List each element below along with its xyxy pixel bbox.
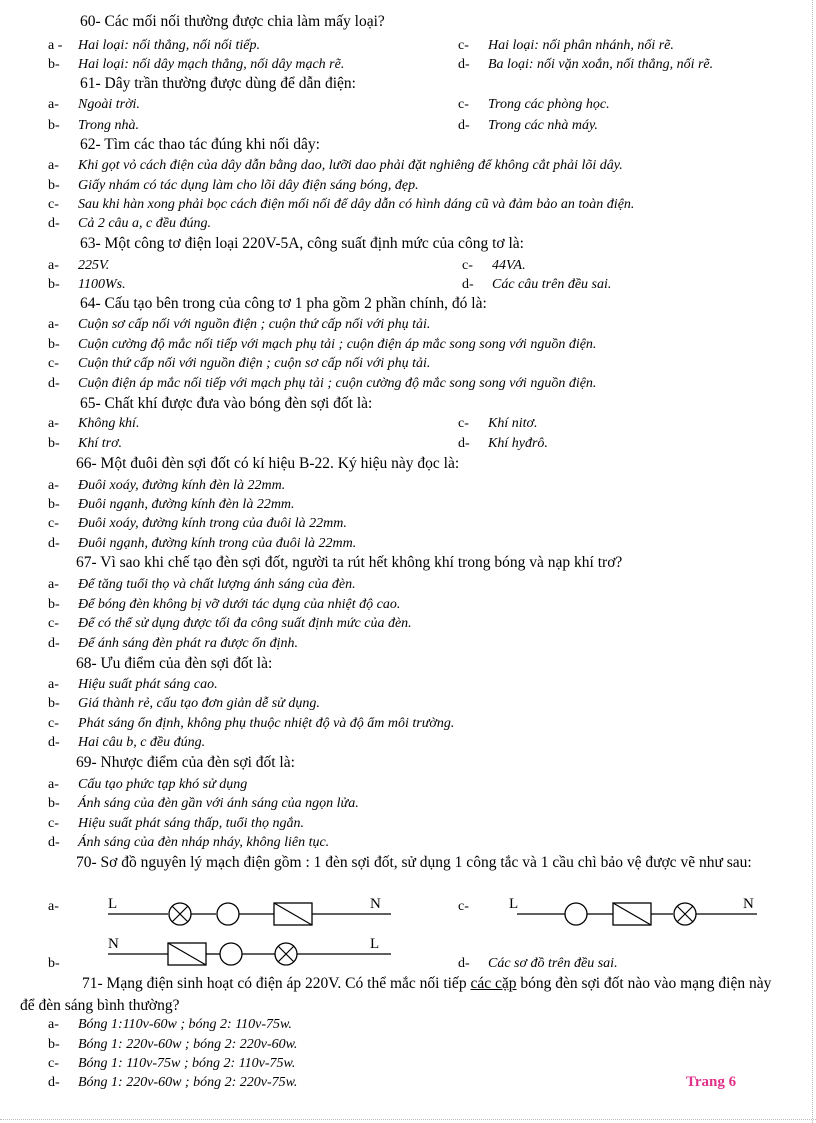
option-label: b- — [48, 178, 60, 193]
switch-symbol — [217, 903, 239, 925]
option-label: c- — [48, 716, 59, 731]
q64-option-b[interactable] — [48, 337, 596, 353]
q66-option-d[interactable] — [48, 536, 356, 552]
option-label: d- — [48, 376, 60, 391]
option-label: c- — [458, 38, 469, 53]
option-text: Ánh sáng của đèn nháp nháy, không liên tục. — [78, 835, 330, 850]
question-61: 61- Dây trần thường được dùng để dẫn điện: — [80, 75, 356, 92]
option-text: Giá thành rẻ, cấu tạo đơn giản dễ sử dụng. — [78, 696, 320, 711]
diagram-label-left: L — [509, 896, 519, 912]
q69-option-b[interactable] — [48, 796, 359, 812]
q71-option-d[interactable] — [48, 1075, 297, 1091]
q69-option-a[interactable] — [48, 777, 247, 793]
option-label: d- — [458, 436, 470, 451]
q67-option-c[interactable] — [48, 616, 412, 632]
option-text: Cuộn sơ cấp nối với nguồn điện ; cuộn thứ cấp nối với phụ tải. — [78, 317, 431, 332]
question-63: 63- Một công tơ điện loại 220V-5A, công suất định mức của công tơ là: — [80, 235, 524, 252]
q71-option-c[interactable] — [48, 1056, 295, 1072]
option-label: c- — [458, 97, 469, 112]
option-label: b- — [48, 118, 60, 133]
option-label: c- — [48, 197, 59, 212]
q70-option-b-label[interactable]: b- — [48, 956, 60, 971]
option-text: Các sơ đồ trên đều sai. — [488, 956, 618, 971]
question-70: 70- Sơ đồ nguyên lý mạch điện gồm : 1 đèn sợi đốt, sử dụng 1 công tắc và 1 cầu chì bảo vệ được vẽ như sau: — [76, 854, 752, 871]
option-label: d- — [48, 536, 60, 551]
page-right-border — [812, 0, 813, 1123]
q71-option-a[interactable] — [48, 1017, 292, 1033]
option-text: Trong các phòng học. — [488, 97, 610, 112]
page-number: Trang 6 — [686, 1074, 737, 1090]
option-text: Sau khi hàn xong phải bọc cách điện mối nối để dây dẫn có hình dáng cũ và đảm bảo an toàn điện. — [78, 197, 635, 212]
option-text: Để ánh sáng đèn phát ra được ổn định. — [78, 636, 299, 651]
page-bottom-border — [0, 1119, 816, 1120]
option-label: d- — [48, 216, 60, 231]
option-label: d- — [458, 956, 470, 971]
option-text: Đuôi ngạnh, đường kính trong của đuôi là 22mm. — [78, 536, 357, 551]
option-label: b- — [48, 436, 60, 451]
q62-option-a[interactable] — [48, 158, 623, 174]
option-label: a- — [48, 416, 59, 431]
q61-option-a[interactable] — [48, 97, 140, 113]
option-text: Cuộn cường độ mắc nối tiếp với mạch phụ tải ; cuộn điện áp mắc song song với nguồn điện. — [78, 337, 597, 352]
option-label: b- — [48, 1037, 60, 1052]
q69-option-c[interactable] — [48, 816, 304, 832]
question-68: 68- Ưu điểm của đèn sợi đốt là: — [76, 655, 273, 672]
option-text: Cuộn điện áp mắc nối tiếp với mạch phụ tải ; cuộn cường độ mắc song song với nguồn điện. — [78, 376, 597, 391]
option-label: c- — [458, 416, 469, 431]
question-emphasis: các cặp — [470, 975, 517, 992]
option-text: 225V. — [78, 258, 110, 273]
option-label: b- — [48, 57, 60, 72]
q70-diagram-a[interactable] — [96, 893, 396, 933]
option-label: d- — [462, 277, 474, 292]
q67-option-a[interactable] — [48, 577, 356, 593]
option-label: b- — [48, 497, 60, 512]
question-62: 62- Tìm các thao tác đúng khi nối dây: — [80, 136, 320, 153]
option-text: Trong các nhà máy. — [488, 118, 598, 133]
option-label: a- — [48, 258, 59, 273]
q67-option-d[interactable] — [48, 636, 298, 652]
option-text: Khi gọt vỏ cách điện của dây dẫn bằng dao, lưỡi dao phải đặt nghiêng để không cắt phải lõi dây. — [78, 158, 623, 173]
q65-option-b[interactable] — [48, 436, 122, 452]
option-text: Hai câu b, c đều đúng. — [78, 735, 206, 750]
q62-option-c[interactable] — [48, 197, 634, 213]
q61-option-b[interactable] — [48, 118, 139, 134]
option-text: Phát sáng ổn định, không phụ thuộc nhiệt độ và độ ẩm môi trường. — [78, 716, 455, 731]
option-text: Đuôi xoáy, đường kính trong của đuôi là 22mm. — [78, 516, 347, 531]
q65-option-a[interactable] — [48, 416, 139, 432]
option-label: b- — [48, 597, 60, 612]
option-label: a- — [48, 478, 59, 493]
question-text: bóng đèn sợi đốt nào vào mạng điện này để đèn sáng bình thường? — [20, 975, 772, 1014]
option-label: c- — [48, 516, 59, 531]
question-64: 64- Cấu tạo bên trong của công tơ 1 pha gồm 2 phần chính, đó là: — [80, 295, 487, 312]
q64-option-c[interactable] — [48, 356, 430, 372]
q60-option-d[interactable] — [458, 57, 713, 73]
diagram-label-right: L — [370, 936, 380, 952]
q62-option-d[interactable] — [48, 216, 211, 232]
option-text: Bóng 1: 220v-60w ; bóng 2: 220v-60w. — [78, 1037, 298, 1052]
question-66: 66- Một đuôi đèn sợi đốt có kí hiệu B-22. Ký hiệu này đọc là: — [76, 455, 460, 472]
q68-option-c[interactable] — [48, 716, 454, 732]
option-text: Cả 2 câu a, c đều đúng. — [78, 216, 211, 231]
switch-symbol — [220, 943, 242, 965]
q70-option-a-label[interactable]: a- — [48, 899, 59, 914]
option-label: a- — [48, 777, 59, 792]
question-65: 65- Chất khí được đưa vào bóng đèn sợi đốt là: — [80, 395, 373, 412]
option-label: b- — [48, 696, 60, 711]
diagram-label-left: L — [108, 896, 118, 912]
option-text: Khí nitơ. — [488, 416, 538, 431]
option-text: 1100Ws. — [78, 277, 126, 292]
option-text: Ba loại: nối vặn xoắn, nối thẳng, nối rẽ. — [488, 57, 714, 72]
q65-option-d[interactable] — [458, 436, 548, 452]
q71-option-b[interactable] — [48, 1037, 297, 1053]
option-text: Khí trơ. — [78, 436, 123, 451]
q68-option-a[interactable] — [48, 677, 218, 693]
q70-option-c-label[interactable]: c- — [458, 899, 469, 914]
q66-option-b[interactable] — [48, 497, 295, 513]
q66-option-c[interactable] — [48, 516, 347, 532]
option-label: c- — [48, 356, 59, 371]
option-label: d- — [48, 1075, 60, 1090]
diagram-label-right: N — [370, 896, 381, 912]
q67-option-b[interactable] — [48, 597, 400, 613]
q63-option-b[interactable] — [48, 277, 126, 293]
option-label: a- — [48, 1017, 59, 1032]
option-text: 44VA. — [492, 258, 526, 273]
option-text: Hai loại: nối dây mạch thẳng, nối dây mạch rẽ. — [78, 57, 345, 72]
option-label: d- — [458, 57, 470, 72]
q63-option-d[interactable] — [462, 277, 611, 293]
option-text: Để bóng đèn không bị vỡ dưới tác dụng của nhiệt độ cao. — [78, 597, 401, 612]
option-label: b- — [48, 337, 60, 352]
option-label: c- — [48, 1056, 59, 1071]
q70-option-d[interactable] — [458, 956, 618, 972]
option-label: a- — [48, 577, 59, 592]
option-label: a- — [48, 158, 59, 173]
q70-diagram-b[interactable] — [96, 930, 396, 970]
option-text: Bóng 1: 110v-75w ; bóng 2: 110v-75w. — [78, 1056, 296, 1071]
q65-option-c[interactable] — [458, 416, 537, 432]
option-text: Hiệu suất phát sáng cao. — [78, 677, 218, 692]
option-label: c- — [48, 616, 59, 631]
q63-option-c[interactable] — [462, 258, 526, 274]
question-69: 69- Nhược điểm của đèn sợi đốt là: — [76, 754, 295, 771]
option-label: a- — [48, 677, 59, 692]
diagram-label-left: N — [108, 936, 119, 952]
q60-option-c[interactable] — [458, 38, 674, 54]
option-text: Bóng 1:110v-60w ; bóng 2: 110v-75w. — [78, 1017, 292, 1032]
q70-diagram-c[interactable] — [505, 893, 765, 933]
option-label: c- — [462, 258, 473, 273]
option-label: d- — [48, 835, 60, 850]
option-text: Để có thể sử dụng được tối đa công suất định mức của đèn. — [78, 616, 412, 631]
q62-option-b[interactable] — [48, 178, 419, 194]
switch-symbol — [565, 903, 587, 925]
option-text: Khí hyđrô. — [488, 436, 548, 451]
option-text: Hiệu suất phát sáng thấp, tuổi thọ ngắn. — [78, 816, 304, 831]
option-text: Ánh sáng của đèn gần với ánh sáng của ngọn lửa. — [78, 796, 359, 811]
q61-option-c[interactable] — [458, 97, 610, 113]
q63-option-a[interactable] — [48, 258, 109, 274]
option-text: Đuôi xoáy, đường kính đèn là 22mm. — [78, 478, 286, 493]
option-text: Hai loại: nối phân nhánh, nối rẽ. — [488, 38, 674, 53]
option-label: b- — [48, 277, 60, 292]
question-60: 60- Các mối nối thường được chia làm mấy loại? — [80, 13, 385, 30]
question-67: 67- Vì sao khi chế tạo đèn sợi đốt, người ta rút hết không khí trong bóng và nạp khí trơ? — [76, 554, 623, 571]
option-label: b- — [48, 796, 60, 811]
option-text: Cuộn thứ cấp nối với nguồn điện ; cuộn sơ cấp nối với phụ tải. — [78, 356, 431, 371]
option-label: d- — [48, 636, 60, 651]
q68-option-b[interactable] — [48, 696, 320, 712]
q64-option-a[interactable] — [48, 317, 430, 333]
option-label: d- — [48, 735, 60, 750]
q68-option-d[interactable] — [48, 735, 205, 751]
q61-option-d[interactable] — [458, 118, 598, 134]
option-text: Các câu trên đều sai. — [492, 277, 612, 292]
option-text: Hai loại: nối thẳng, nối nối tiếp. — [78, 38, 260, 53]
option-label: d- — [458, 118, 470, 133]
q66-option-a[interactable] — [48, 478, 285, 494]
option-label: a - — [48, 38, 63, 53]
q69-option-d[interactable] — [48, 835, 329, 851]
q64-option-d[interactable] — [48, 376, 596, 392]
option-text: Để tăng tuổi thọ và chất lượng ánh sáng của đèn. — [78, 577, 356, 592]
diagram-label-right: N — [743, 896, 754, 912]
option-text: Đuôi ngạnh, đường kính đèn là 22mm. — [78, 497, 295, 512]
option-text: Giấy nhám có tác dụng làm cho lõi dây điện sáng bóng, đẹp. — [78, 178, 419, 193]
option-label: a- — [48, 317, 59, 332]
question-text: 71- Mạng điện sinh hoạt có điện áp 220V. Có thể mắc nối tiếp — [82, 975, 471, 992]
option-text: Ngoài trời. — [78, 97, 140, 112]
option-label: c- — [48, 816, 59, 831]
option-text: Bóng 1: 220v-60w ; bóng 2: 220v-75w. — [78, 1075, 298, 1090]
q60-option-a[interactable] — [48, 38, 260, 54]
option-text: Cấu tạo phức tạp khó sử dụng — [78, 777, 248, 792]
q60-option-b[interactable] — [48, 57, 344, 73]
option-text: Không khí. — [78, 416, 140, 431]
option-text: Trong nhà. — [78, 118, 139, 133]
question-71 — [20, 973, 780, 1017]
option-label: a- — [48, 97, 59, 112]
